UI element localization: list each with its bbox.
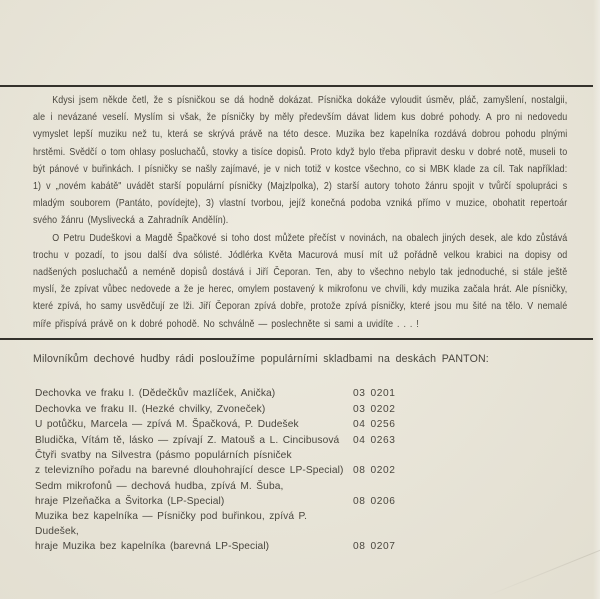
- catalog-item-title: [35, 402, 353, 417]
- catalog-item-title: [35, 417, 353, 432]
- catalog-row: [35, 433, 435, 448]
- catalog-row: [35, 417, 435, 432]
- catalog-item-title: [35, 433, 353, 448]
- catalog-item-title: [35, 479, 353, 509]
- catalog-number: 03 0202: [353, 403, 396, 415]
- catalog-number: 08 0206: [353, 495, 396, 507]
- catalog-item-line: Dechovka ve fraku I. (Dědečkův mazlíček, Anička): [35, 388, 276, 399]
- liner-notes: [33, 92, 567, 333]
- catalog-number: 03 0201: [353, 388, 396, 399]
- paper-crease: [485, 544, 600, 597]
- catalog-item-line: Dechovka ve fraku II. (Hezké chvilky, Zvoneček): [35, 403, 266, 415]
- catalog-row: [35, 386, 435, 401]
- catalog-item-line: Sedm mikrofonů — dechová hudba, zpívá M. Šuba,: [35, 480, 284, 492]
- catalog-number: 08 0202: [353, 465, 396, 476]
- catalog-item-title: [35, 509, 353, 554]
- catalog-item-line: hraje Plzeňačka a Švitorka (LP-Special): [35, 495, 225, 507]
- catalog-row: [35, 509, 435, 554]
- liner-notes-text-block: [33, 92, 567, 333]
- paper-edge-highlight: [593, 0, 600, 599]
- middle-divider-rule: [0, 338, 593, 340]
- catalog-item-line: z televizního pořadu na barevné dlouhohrající desce LP-Special): [35, 465, 344, 476]
- promo-line: Milovníkům dechové hudby rádi posloužíme populárními skladbami na deskách PANTON:: [33, 353, 489, 365]
- catalog-item-line: Čtyři svatby na Silvestra (pásmo populárních písniček: [35, 450, 292, 461]
- catalog-item-line: Muzika bez kapelníka — Písničky pod buřinkou, zpívá P. Dudešek,: [35, 511, 308, 537]
- catalog-list: [35, 386, 435, 555]
- catalog-item-line: Bludička, Vítám tě, lásko — zpívají Z. Matouš a L. Cincibusová: [35, 434, 340, 446]
- top-divider-rule: [0, 85, 593, 87]
- liner-notes-paragraph-2: O Petru Dudeškovi a Magdě Špačkové si toho dost můžete přečíst v novinách, na obalech jiných desek, ale kdo zůstává trochu v pozadí, to jsou další dva sólisté. Jódlérka Květa Macurová musí mít už pořádně velkou krabici na dopisy od nadšených posluchačů a neméně dopisů dostává i Jiří Čeporan. Ten, aby to všechno nebylo tak jednoduché, si stále ještě myslí, že zpívat vůbec nedovede a že je herec, omylem postavený k mikrofonu ve chvíli, kdy muzika začala hrát. Ale písničky, které zpívá, ho samy usvědčují ze lži. Jiří Čeporan zpívá dobře, protože zpívá písničky, které jsou mu šité na tělo. V nemalé míře přispívá právě on k dobré pohodě. No schválně — poslechněte si sami a uvidíte . . . !: [33, 232, 568, 330]
- catalog-row: [35, 479, 435, 509]
- catalog-item-title: [35, 386, 353, 401]
- liner-notes-paragraph-1: Kdysi jsem někde četl, že s písničkou se dá hodně dokázat. Písnička dokáže vyloudit úsměv, pláč, zamyšlení, nostalgii, ale i nevázané veselí. Myslím si však, že písničky by měly především dávat lidem kus dobré pohody. A pro ni nedovedu vymyslet lepší muziku než tu, která se skrývá právě na této desce. Muzika bez kapelníka rozdává dobrou pohodu plnými hrstěmi. Svědčí o tom ohlasy posluchačů, stovky a tisíce dopisů. Proto když bylo třeba připravit desku v dobré notě, museli to být pánové v buřinkách. I písničky se našly zajímavé, je v nich totiž v kostce všechno, co si MBK klade za cíl. Tak například: 1) v „novém kabátě" uvádět starší populární písničky (Majzlpolka), 2) starší autory tohoto žánru spojit v tvůrčí spolupráci s mladým souborem (Pantáto, povídejte), 3) vlastní tvorbou, jejíž konečná podoba vzniká přímo v muzice, obohatit repertoár svého žánru (Myslivecká a Zahradník Andělín).: [33, 95, 568, 227]
- catalog-number: 08 0207: [353, 541, 396, 552]
- catalog-item-line: U potůčku, Marcela — zpívá M. Špačková, P. Dudešek: [35, 419, 299, 430]
- catalog-item-title: [35, 448, 353, 478]
- catalog-item-line: hraje Muzika bez kapelníka (barevná LP-Special): [35, 541, 270, 552]
- catalog-number: 04 0256: [353, 419, 396, 430]
- catalog-row: [35, 402, 435, 417]
- catalog-row: [35, 448, 435, 478]
- catalog-number: 04 0263: [353, 434, 396, 446]
